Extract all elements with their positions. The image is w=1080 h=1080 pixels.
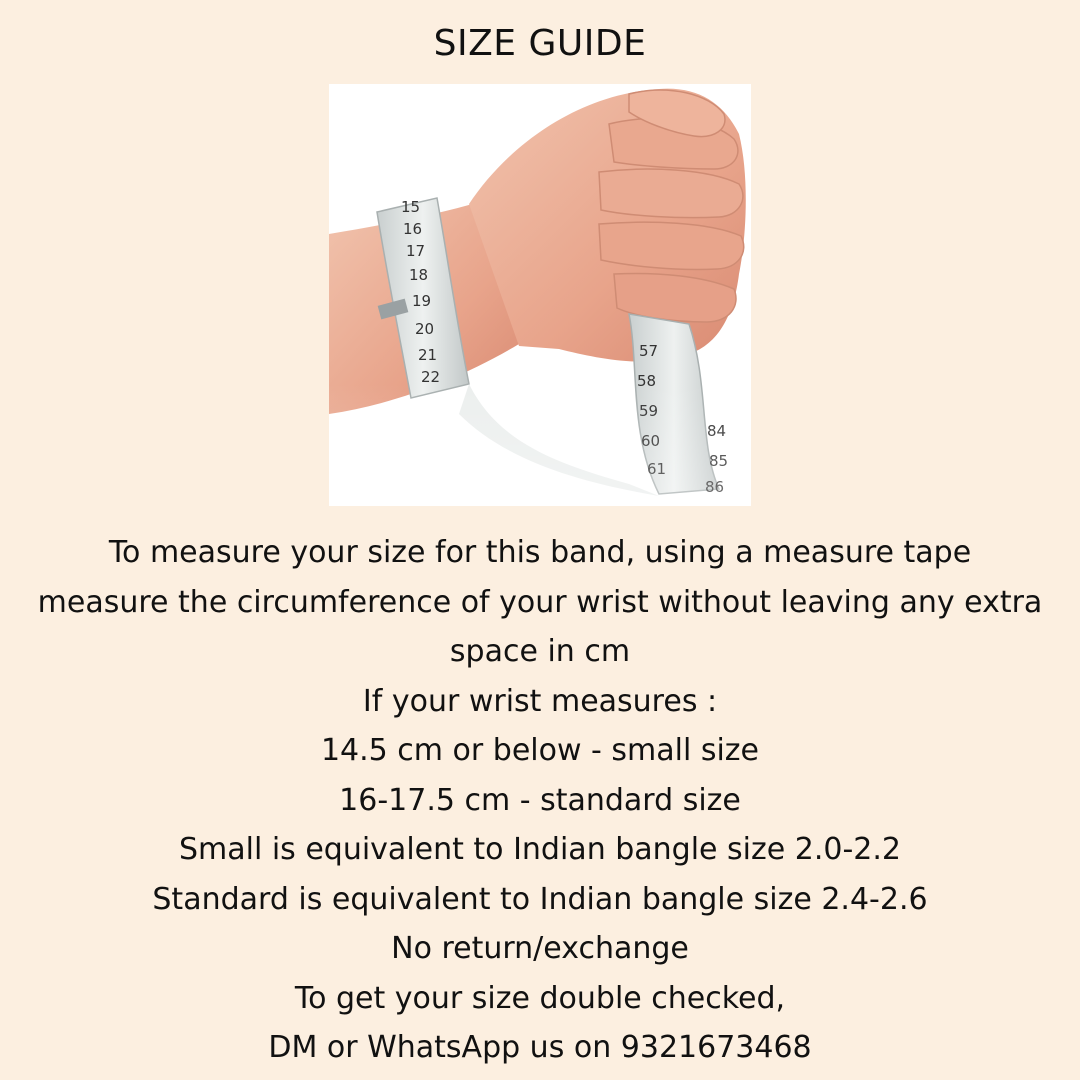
small-bangle-equivalent: Small is equivalent to Indian bangle size 2.0-2.2 (178, 832, 902, 867)
contact-line: DM or WhatsApp us on 9321673468 (268, 1030, 812, 1065)
wrist-measuring-photo (329, 84, 751, 506)
instruction-line: To measure your size for this band, using a measure tape (108, 535, 972, 570)
svg-text:84: 84 (707, 422, 727, 440)
svg-text:18: 18 (409, 266, 429, 284)
svg-text:20: 20 (415, 320, 435, 338)
svg-text:17: 17 (406, 242, 426, 260)
instruction-line: If your wrist measures : (362, 683, 718, 719)
svg-text:61: 61 (647, 460, 667, 478)
svg-text:21: 21 (418, 346, 438, 364)
return-policy: No return/exchange (391, 931, 689, 966)
standard-size-range: 16-17.5 cm - standard size (339, 782, 741, 818)
page-title: SIZE GUIDE (433, 23, 647, 64)
size-instructions (0, 528, 1080, 1073)
svg-text:59: 59 (639, 402, 659, 420)
svg-text:58: 58 (637, 372, 657, 390)
svg-text:22: 22 (421, 368, 441, 386)
svg-text:16: 16 (403, 220, 423, 238)
instruction-line: measure the circumference of your wrist without leaving any extra (37, 584, 1043, 620)
instruction-line: space in cm (449, 634, 631, 669)
svg-text:19: 19 (412, 292, 432, 310)
svg-text:85: 85 (709, 452, 729, 470)
svg-text:60: 60 (641, 432, 661, 450)
instruction-line: To get your size double checked, (294, 980, 786, 1016)
standard-bangle-equivalent: Standard is equivalent to Indian bangle size 2.4-2.6 (152, 881, 928, 917)
small-size-range: 14.5 cm or below - small size (320, 733, 760, 768)
svg-text:15: 15 (401, 198, 421, 216)
svg-text:86: 86 (705, 478, 725, 496)
finger-3 (599, 222, 744, 269)
svg-text:57: 57 (639, 342, 659, 360)
